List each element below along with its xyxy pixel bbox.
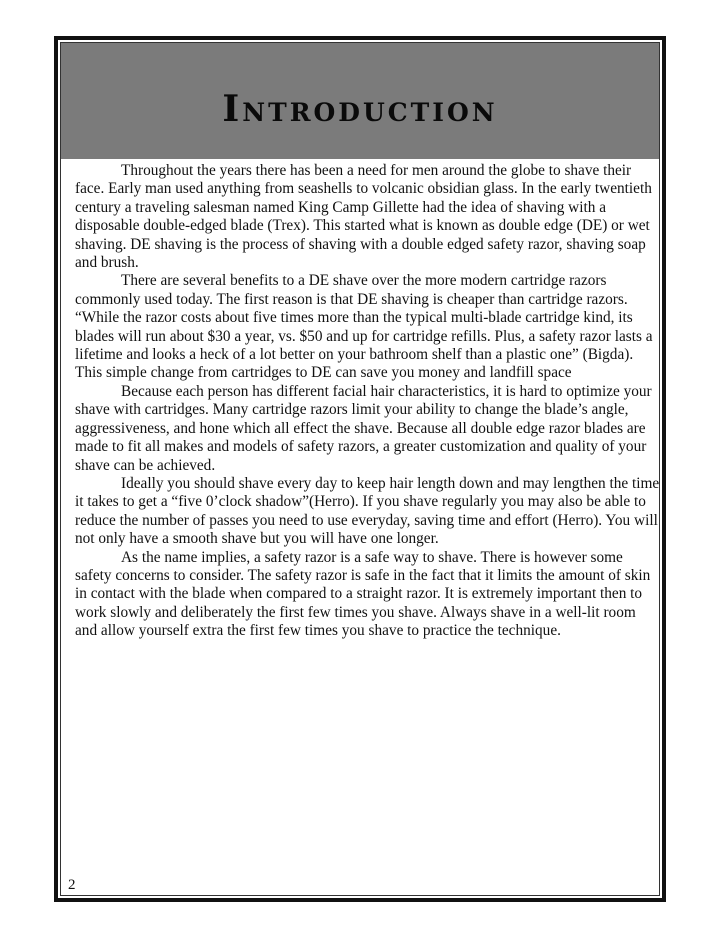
page-number: 2 xyxy=(68,877,76,893)
paragraph: Because each person has different facial hair characteristics, it is hard to optimize your shave with cartridges. Many cartridge razors limit your ability to change the blade’s angle, aggressiveness, and hone which all effect the shave. Because all double edge razor blades are made to fit all makes and models of safety razors, a greater customization and quality of your shave can be achieved. xyxy=(75,382,652,474)
paragraph: As the name implies, a safety razor is a safe way to shave. There is however some safety concerns to consider. The safety razor is safe in the fact that it limits the amount of skin in contact with the blade when compared to a straight razor. It is extremely important then to work slowly and deliberately the first few times you shave. Always shave in a well-lit room and allow yourself extra the first few times you shave to practice the technique. xyxy=(75,548,651,640)
paragraph: There are several benefits to a DE shave over the more modern cartridge razors commonly used today. The first reason is that DE shaving is cheaper than cartridge razors. “While the razor costs about five times more than the typical multi-blade cartridge kind, its blades will run about $30 a year, vs. $50 and up for cartridge refills. Plus, a safety razor lasts a lifetime and looks a heck of a lot better on your bathroom shelf than a plastic one” (Bigda). This simple change from cartridges to DE can save you money and landfill space xyxy=(75,272,653,382)
body-text xyxy=(75,162,661,641)
paragraph: Throughout the years there has been a need for men around the globe to shave their face. Early man used anything from seashells to volcanic obsidian glass. In the early twentieth century a traveling salesman named King Camp Gillette had the idea of shaving with a disposable double-edged blade (Trex). This started what is known as double edge (DE) or wet shaving. DE shaving is the process of shaving with a double edged safety razor, shaving soap and brush. xyxy=(75,162,652,272)
paragraph: Ideally you should shave every day to keep hair length down and may lengthen the time it takes to get a “five 0’clock shadow”(Herro). If you shave regularly you may also be able to reduce the number of passes you need to use everyday, saving time and effort (Herro). You will not only have a smooth shave but you will have one longer. xyxy=(75,474,660,548)
page-title: Introduction xyxy=(222,88,498,130)
title-banner xyxy=(61,43,659,159)
page-frame xyxy=(54,36,666,902)
